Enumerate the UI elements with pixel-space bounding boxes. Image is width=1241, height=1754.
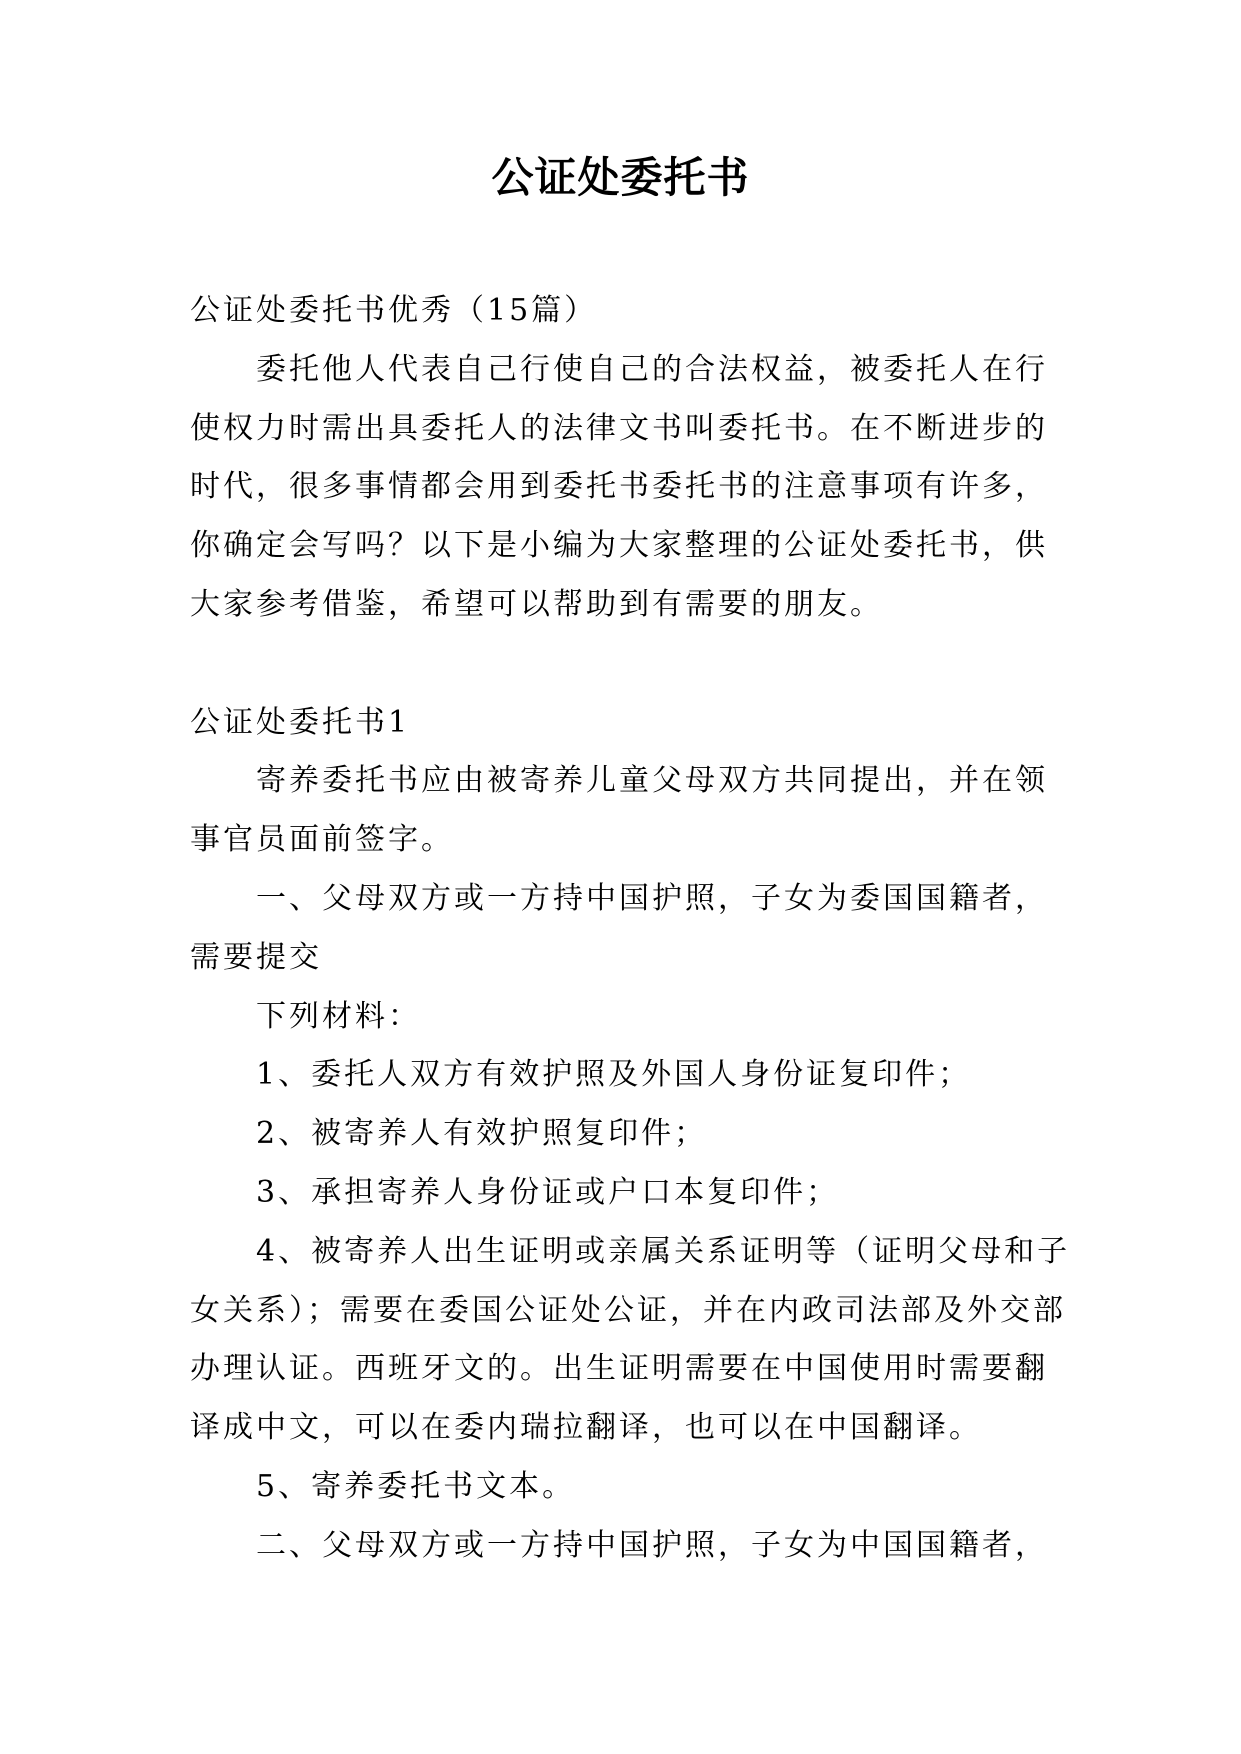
document-subtitle: 公证处委托书优秀（15篇） [190, 293, 598, 328]
list-item-2: 2、被寄养人有效护照复印件； [256, 1116, 708, 1152]
section-heading: 公证处委托书1 [190, 704, 411, 740]
paragraph-2: 一、父母双方或一方持中国护照，子女为委国国籍者，需要提交 [190, 880, 1048, 975]
paragraph-1: 寄养委托书应由被寄养儿童父母双方共同提出，并在领事官员面前签字。 [190, 763, 1048, 858]
paragraph-section-2: 二、父母双方或一方持中国护照，子女为中国国籍者， [256, 1527, 1048, 1563]
list-item-4: 4、被寄养人出生证明或亲属关系证明等（证明父母和子女关系）；需要在委国公证处公证，并在内政司法部及外交部办理认证。西班牙文的。出生证明需要在中国使用时需要翻译成中文，可以在委内瑞拉翻译，也可以在中国翻译。 [190, 1233, 1071, 1446]
intro-paragraph: 委托他人代表自己行使自己的合法权益，被委托人在行使权力时需出具委托人的法律文书叫委托书。在不断进步的时代，很多事情都会用到委托书委托书的注意事项有许多，你确定会写吗？以下是小编为大家整理的公证处委托书，供大家参考借鉴，希望可以帮助到有需要的朋友。 [190, 351, 1048, 622]
document-body [190, 282, 1075, 1576]
list-item-3: 3、承担寄养人身份证或户口本复印件； [256, 1174, 840, 1210]
paragraph-gap [190, 635, 1075, 694]
list-item-5: 5、寄养委托书文本。 [256, 1468, 576, 1504]
list-item-1: 1、委托人双方有效护照及外国人身份证复印件； [256, 1057, 972, 1093]
paragraph-3: 下列材料： [256, 998, 421, 1034]
document-title: 公证处委托书 [491, 153, 750, 202]
